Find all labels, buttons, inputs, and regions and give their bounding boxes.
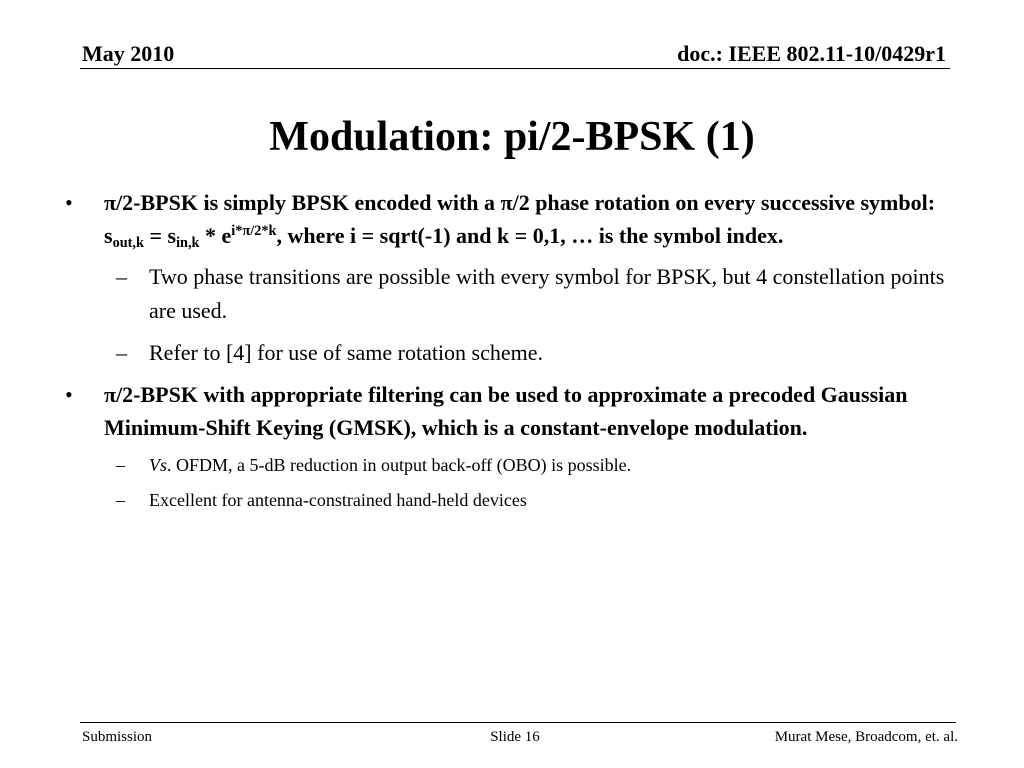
pi-symbol: π [104, 190, 117, 215]
pi-symbol: π [242, 223, 251, 240]
bullet-1-text-d: * e [199, 223, 232, 248]
dash-marker: – [116, 340, 127, 365]
footer-submission: Submission [82, 729, 153, 745]
header-divider [80, 68, 950, 69]
dash-marker: – [116, 490, 125, 510]
exponent-a: i* [231, 223, 243, 240]
bullet-1-text-c: = s [143, 223, 177, 248]
italic-vs: Vs [149, 455, 167, 475]
sub-bullet-2-1 [72, 452, 967, 479]
sub-bullet-2-2 [72, 487, 967, 514]
sub-bullet-1-1 [72, 260, 967, 328]
bullet-1 [65, 186, 967, 252]
bullet-1-text-b: /2 phase rotation on every successive symbol: s [104, 190, 936, 248]
sub-bullet-text: Excellent for antenna-constrained hand-held devices [149, 490, 527, 510]
bullet-1-text-e: , where i = sqrt(-1) and k = 0,1, … is the symbol index. [276, 223, 784, 248]
bullet-2 [65, 378, 967, 444]
dash-marker: – [116, 264, 127, 289]
header-date: May 2010 [82, 41, 175, 66]
bullet-1-text [104, 186, 967, 252]
footer-divider [80, 722, 956, 723]
slide-body [65, 186, 967, 522]
subscript-out: out,k [112, 235, 144, 252]
sub-bullet-text: Two phase transitions are possible with every symbol for BPSK, but 4 constellation points are used. [149, 264, 945, 323]
pi-symbol: π [500, 190, 513, 215]
bullet-2-body: /2-BPSK with appropriate filtering can be used to approximate a precoded Gaussian Minimum-Shift Keying (GMSK), which is a constant-envelope modulation. [104, 382, 908, 440]
bullet-marker: • [65, 190, 73, 215]
subscript-in: in,k [176, 235, 200, 252]
bullet-1-text-a: /2-BPSK is simply BPSK encoded with a [116, 190, 501, 215]
exponent-b: /2*k [250, 223, 277, 240]
sub-bullet-1-2 [72, 336, 967, 370]
footer-slide-number: Slide 16 [490, 729, 540, 745]
sub-bullet-text [149, 455, 631, 475]
exponent [231, 223, 276, 239]
footer-authors: Murat Mese, Broadcom, et. al. [774, 729, 958, 745]
sub-bullet-body: . OFDM, a 5-dB reduction in output back-off (OBO) is possible. [167, 455, 632, 475]
header-doc-id: doc.: IEEE 802.11-10/0429r1 [677, 41, 946, 66]
pi-symbol: π [104, 382, 117, 407]
bullet-marker: • [65, 382, 73, 407]
dash-marker: – [116, 455, 125, 475]
sub-bullet-text: Refer to [4] for use of same rotation scheme. [149, 340, 544, 365]
slide-title: Modulation: pi/2-BPSK (1) [269, 114, 755, 160]
bullet-2-text [104, 378, 967, 444]
